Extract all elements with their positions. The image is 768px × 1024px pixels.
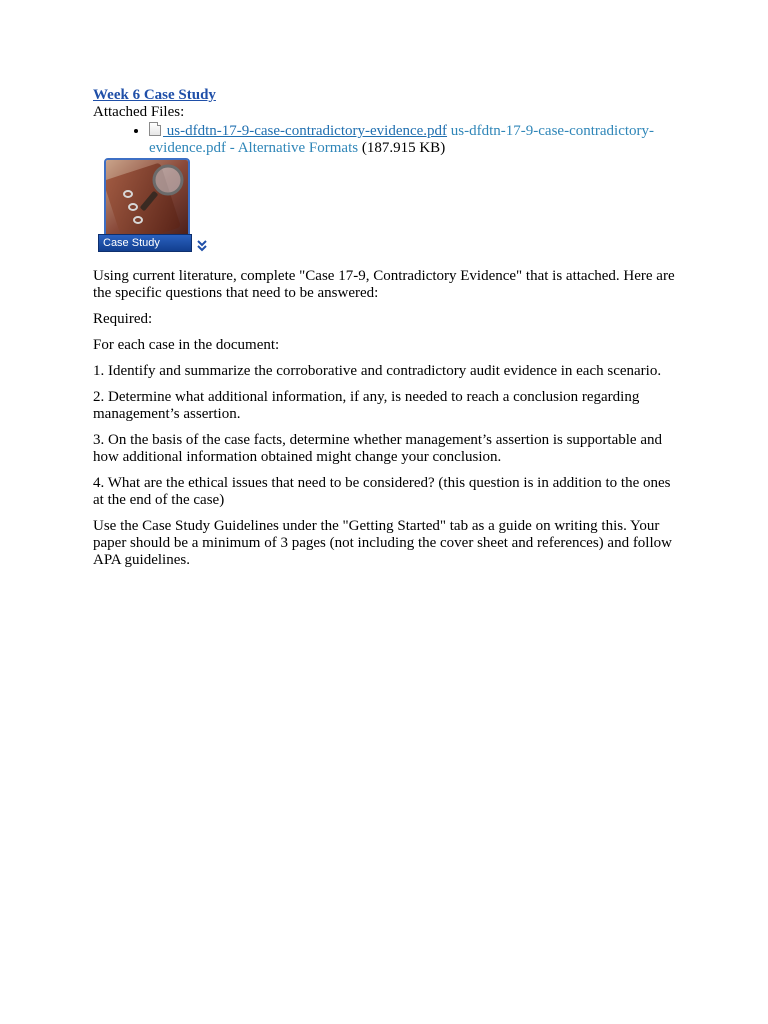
attached-file-item: [149, 122, 683, 157]
file-size: (187.915 KB): [361, 140, 446, 156]
binder-magnifier-illustration: [106, 160, 188, 238]
required-label: Required:: [93, 311, 153, 327]
case-study-badge[interactable]: [97, 158, 217, 254]
attached-files-list: [93, 122, 683, 157]
question-1: 1. Identify and summarize the corroborative and contradictory audit evidence in each scenario.: [93, 363, 662, 379]
intro-paragraph: Using current literature, complete "Case 17-9, Contradictory Evidence" that is attached. Here are the specific questions that need to be answered:: [93, 268, 675, 301]
question-4: 4. What are the ethical issues that need to be considered? (this question is in addition to the ones at the end of the case): [93, 475, 671, 508]
question-2: 2. Determine what additional information, if any, is needed to reach a conclusion regarding management’s assertion.: [93, 389, 640, 422]
document-icon: [149, 122, 161, 136]
case-study-caption: Case Study: [98, 234, 192, 252]
assignment-content: [93, 87, 683, 569]
file-download-link[interactable]: [149, 123, 447, 139]
assignment-title-link[interactable]: Week 6 Case Study: [93, 87, 216, 103]
attached-files-label: Attached Files:: [93, 104, 185, 120]
guidelines-paragraph: Use the Case Study Guidelines under the "Getting Started" tab as a guide on writing this. Your paper should be a minimum of 3 pages (not including the cover sheet and references) and follow APA guidelines.: [93, 518, 672, 568]
for-each-case-label: For each case in the document:: [93, 337, 280, 353]
case-study-image: [104, 158, 190, 240]
alternative-formats-link[interactable]: us-dfdtn-17-9-case-contradictory-evidence.pdf - Alternative Formats: [149, 123, 655, 156]
file-link-label: us-dfdtn-17-9-case-contradictory-evidence.pdf: [163, 123, 448, 139]
double-chevron-down-icon[interactable]: [196, 239, 208, 253]
question-3: 3. On the basis of the case facts, determine whether management’s assertion is supportable and how additional information obtained might change your conclusion.: [93, 432, 662, 465]
